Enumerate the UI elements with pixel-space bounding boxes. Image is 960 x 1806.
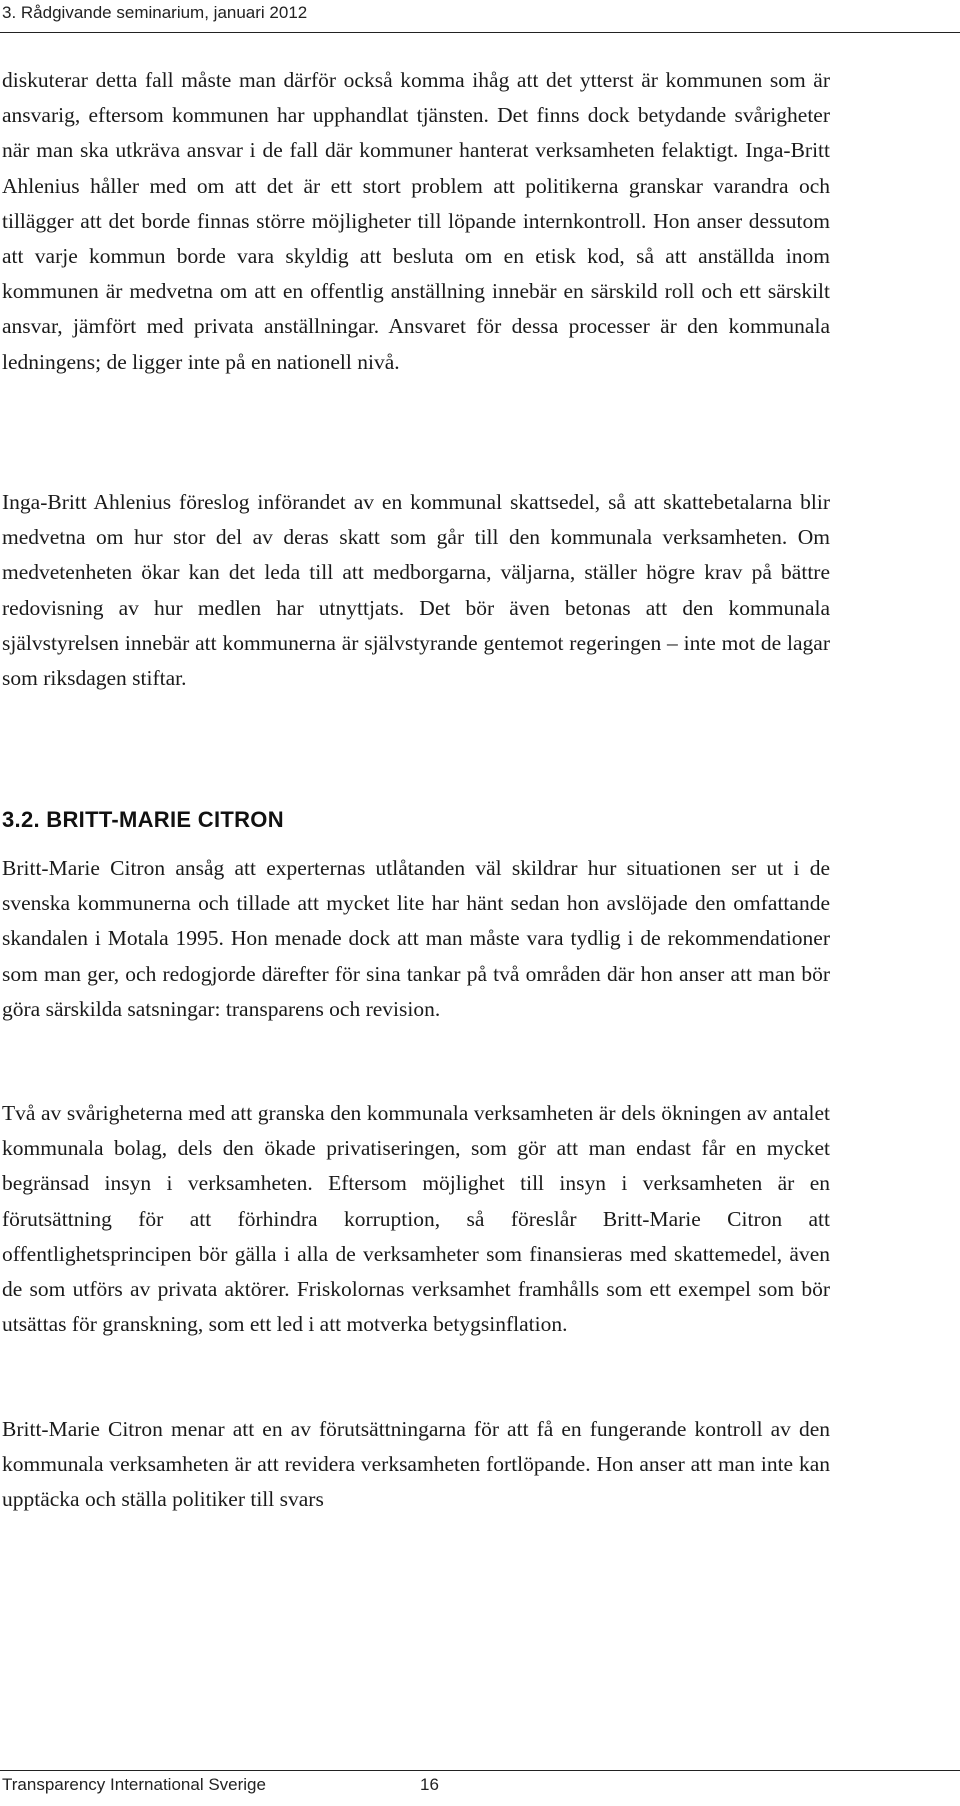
paragraph-1: diskuterar detta fall måste man därför också komma ihåg att det ytterst är kommunen som är ansvarig, eftersom kommunen har upphandlat tjänsten. Det finns dock betydande svårigheter när man ska utkräva ansvar i de fall där kommuner hanterat verksamheten felaktigt. Inga-Britt Ahlenius håller med om att det är ett stort problem att politikerna granskar varandra och tillägger att det borde finnas större möjligheter till löpande internkontroll. Hon anser dessutom att varje kommun borde vara skyldig att besluta om en etisk kod, så att anställda inom kommunen är medvetna om att en offentlig anställning innebär en särskild roll och ett särskilt ansvar, jämfört med privata anställningar. Ansvaret för dessa processer är den kommunala ledningens; de ligger inte på en nationell nivå.	[2, 68, 830, 374]
paragraph-5: Britt-Marie Citron menar att en av förutsättningarna för att få en fungerande kontroll av den kommunala verksamheten är att revidera verksamheten fortlöpande. Hon anser att man inte kan upptäcka och ställa politiker till svars	[2, 1417, 830, 1512]
footer-organization: Transparency International Sverige	[2, 1775, 266, 1794]
paragraph-2: Inga-Britt Ahlenius föreslog införandet av en kommunal skattsedel, så att skattebetalarna blir medvetna om hur stor del av deras skatt som går till den kommunala verksamheten. Om medvetenheten ökar kan det leda till att medborgarna, väljarna, ställer högre krav på bättre redovisning av hur medlen har utnyttjats. Det bör även betonas att den kommunala självstyrelsen innebär att kommunerna är självstyrande gentemot regeringen – inte mot de lagar som riksdagen stiftar.	[2, 490, 830, 691]
section-heading: 3.2. BRITT-MARIE CITRON	[2, 807, 284, 832]
footer-rule	[0, 1770, 960, 1771]
paragraph-3: Britt-Marie Citron ansåg att experternas utlåtanden väl skildrar hur situationen ser ut i de svenska kommunerna och tillade att mycket lite har hänt sedan hon avslöjade den omfattande skandalen i Motala 1995. Hon menade dock att man måste vara tydlig i de rekommendationer som man ger, och redogjorde därefter för sina tankar på två områden där hon anser att man bör göra särskilda satsningar: transparens och revision.	[2, 856, 830, 1021]
header-rule	[0, 32, 960, 33]
paragraph-4: Två av svårigheterna med att granska den kommunala verksamheten är dels ökningen av antalet kommunala bolag, dels den ökade privatiseringen, som gör att man endast får en mycket begränsad insyn i verksamheten. Eftersom möjlighet till insyn i verksamheten är en förutsättning för att förhindra korruption, så föreslår Britt-Marie Citron att offentlighetsprincipen bör gälla i alla de verksamheter som finansieras med skattemedel, även de som utförs av privata aktörer. Friskolornas verksamhet framhålls som ett exempel som bör utsättas för granskning, som ett led i att motverka betygsinflation.	[2, 1101, 830, 1337]
page-number: 16	[420, 1775, 439, 1794]
running-header: 3. Rådgivande seminarium, januari 2012	[2, 3, 308, 22]
